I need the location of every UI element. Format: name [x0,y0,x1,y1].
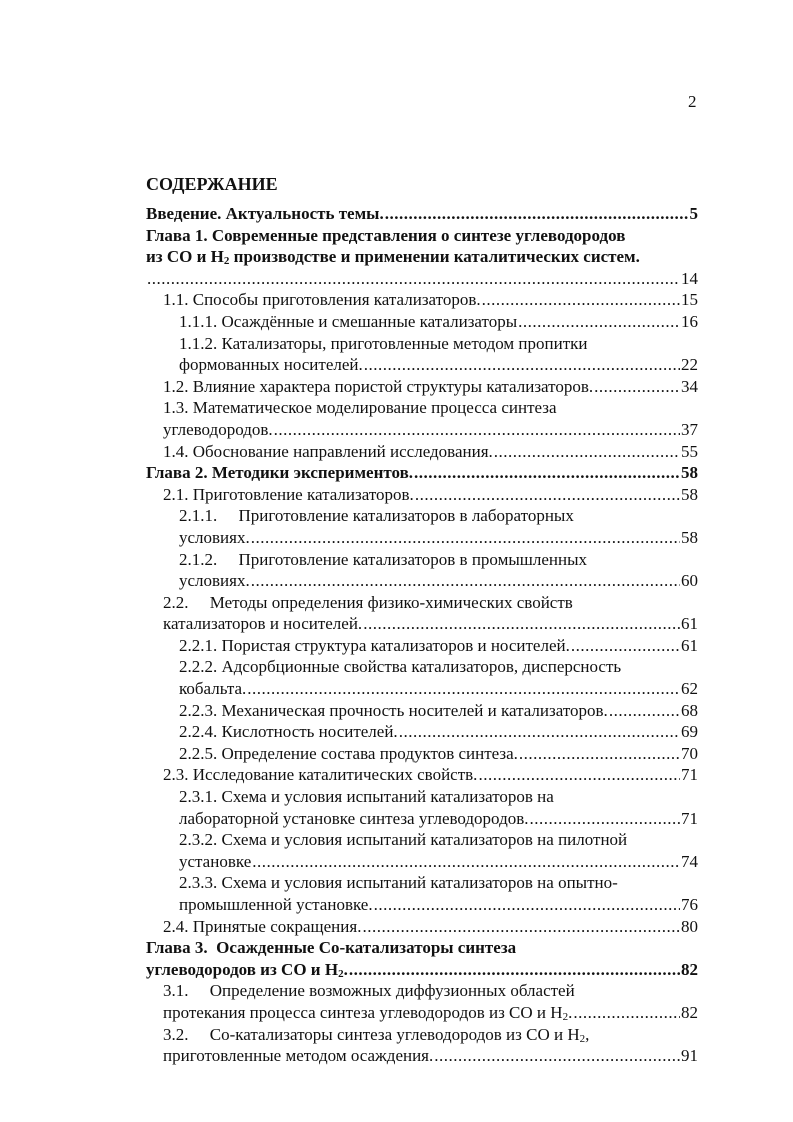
toc-entry-title [163,1002,572,1024]
toc-entry-2-1-1-line-2[interactable] [146,527,698,549]
toc-entry-title: 2.2.3. Механическая прочность носителей и катализаторов. [179,700,608,720]
dot-leader [415,484,680,506]
dot-leader [434,1045,680,1067]
toc-page-number: 82 [681,959,698,979]
toc-entry-title: 1.1. Способы приготовления катализаторов. [163,290,481,310]
toc-entry-title: катализаторов и носителей. [163,614,363,634]
toc-entry-1-3-line-2[interactable] [146,419,698,441]
toc-entry-title: 2.2.4. Кислотность носителей. [179,722,398,742]
toc-entry-2-2-4[interactable] [146,721,698,743]
toc-entry-1-3-line-1[interactable]: 1.3. Математическое моделирование процесса синтеза [163,398,557,418]
toc-page-number: 58 [681,484,698,504]
toc-heading: СОДЕРЖАНИЕ [146,174,278,194]
toc-page-number: 80 [681,916,698,936]
toc-entry-2-2-5[interactable] [146,743,698,765]
dot-leader [478,764,680,786]
toc-entry-2-2-line-2[interactable] [146,613,698,635]
dot-leader [363,613,680,635]
toc-entry-title: Введение. Актуальность темы. [146,204,384,223]
toc-entry-title: 2.4. Принятые сокращения. [163,916,362,936]
dot-leader [609,700,680,722]
toc-entry-title: условиях. [179,527,250,547]
dot-leader [274,419,680,441]
dot-leader [494,441,680,463]
toc-page-number: 70 [681,743,698,763]
toc-entry-2-3-1-line-1[interactable]: 2.3.1. Схема и условия испытаний катализаторов на [179,787,554,807]
toc-page-number: 71 [681,808,698,828]
title-part: . [343,959,348,979]
toc-entry-2-3-2-line-1[interactable]: 2.3.2. Схема и условия испытаний катализаторов на пилотной [179,830,628,850]
toc-entry-2-3[interactable] [146,764,698,786]
dot-leader [247,678,680,700]
toc-entry-3-2-line-1[interactable] [146,1024,698,1046]
toc-page-number: 58 [681,527,698,547]
toc-entry-title: 1.2. Влияние характера пористой структуры катализаторов. [163,376,594,396]
toc-entry-3-1-line-2[interactable] [146,1002,698,1024]
table-of-contents [146,203,698,1067]
subscript: 2 [579,1032,586,1045]
dot-leader [252,851,680,873]
toc-page-number: 22 [681,355,698,375]
toc-page-number: 5 [689,204,698,223]
dot-leader [364,354,680,376]
toc-page-number: 60 [681,571,698,591]
toc-entry-2-2-1[interactable] [146,635,698,657]
dot-leader [414,462,680,484]
dot-leader [399,721,680,743]
toc-page-number: 76 [681,895,698,914]
toc-page-number: 61 [681,614,698,634]
toc-entry-chapter-2[interactable] [146,462,698,484]
toc-entry-title: производстве и применении каталитических систем. [229,247,640,267]
toc-entry-title: кобальта. [179,679,247,699]
toc-entry-chapter-1-line-1[interactable]: Глава 1. Современные представления о синтезе углеводородов [146,225,626,245]
toc-entry-1-4[interactable] [146,441,698,463]
toc-page-number: 74 [681,851,698,871]
toc-entry-2-2-line-1[interactable]: 2.2. Методы определения физико-химических свойств [163,592,573,612]
toc-entry-title: 2.1. Приготовление катализаторов. [163,484,414,504]
page-number: 2 [688,92,697,111]
toc-entry-2-3-1-line-2[interactable] [146,808,698,830]
title-part: . [568,1002,573,1022]
toc-page-number: 61 [681,635,698,655]
toc-entry-chapter-3-line-2[interactable] [146,959,698,981]
toc-entry-2-1[interactable] [146,484,698,506]
dot-leader [518,311,680,333]
toc-page-number: 68 [681,700,698,720]
toc-entry-2-2-2-line-1[interactable]: 2.2.2. Адсорбционные свойства катализаторов, дисперсность [179,657,622,677]
toc-page-number: 58 [681,463,698,483]
toc-page-number: 69 [681,722,698,742]
toc-entry-chapter-1-page[interactable] [146,268,698,290]
dot-leader [571,635,680,657]
toc-entry-intro[interactable] [146,203,698,225]
subscript: 2 [562,1010,569,1023]
toc-entry-title: формованных носителей. [179,355,363,375]
toc-entry-2-1-1-line-1[interactable]: 2.1.1. Приготовление катализаторов в лабораторных [179,506,574,526]
toc-page-number: 71 [681,765,698,785]
title-part: протекания процесса синтеза углеводородов из СО и Н [163,1002,563,1022]
toc-entry-2-2-2-line-2[interactable] [146,678,698,700]
subscript: 2 [338,967,344,980]
toc-entry-title [146,959,348,981]
toc-entry-1-1-2-line-1[interactable]: 1.1.2. Катализаторы, приготовленные методом пропитки [179,333,588,353]
toc-entry-1-2[interactable] [146,376,698,398]
toc-entry-title: углеводородов. [163,419,273,439]
toc-entry-title: 1.1.1. Осаждённые и смешанные катализаторы [179,311,518,331]
toc-entry-2-3-3-line-2[interactable] [146,894,698,916]
toc-page-number: 62 [681,679,698,699]
toc-entry-title: Глава 2. Методики экспериментов. [146,463,414,483]
subscript: 2 [223,255,230,268]
toc-entry-chapter-1-line-2[interactable] [146,246,698,268]
toc-page-number: 16 [681,311,698,331]
toc-entry-title: установке [179,851,252,871]
toc-entry-2-1-2-line-1[interactable]: 2.1.2. Приготовление катализаторов в промышленных [179,549,588,569]
dot-leader [251,527,680,549]
toc-entry-title: лабораторной установке синтеза углеводородов. [179,808,529,828]
dot-leader [573,1002,680,1024]
dot-leader [374,894,680,916]
toc-entry-2-3-2-line-2[interactable] [146,851,698,873]
toc-entry-title: 2.2.1. Пористая структура катализаторов и носителей. [179,635,570,655]
dot-leader [530,808,681,830]
dot-leader [594,376,680,398]
toc-entry-3-2-line-2[interactable] [146,1045,698,1067]
toc-page-number: 91 [681,1046,698,1066]
title-part: 3.2. Со-катализаторы синтеза углеводородов из СО и Н [163,1024,580,1044]
dot-leader [519,743,680,765]
toc-page-number: 37 [681,419,698,439]
dot-leader [482,289,680,311]
toc-entry-2-4[interactable] [146,916,698,938]
toc-page-number: 55 [681,441,698,461]
toc-page-number: 15 [681,290,698,310]
dot-leader [385,203,689,225]
toc-entry-1-1[interactable] [146,289,698,311]
toc-entry-chapter-3-line-1[interactable]: Глава 3. Осажденные Со-катализаторы синтеза [146,938,517,958]
toc-entry-1-1-2-line-2[interactable] [146,354,698,376]
dot-leader [251,570,680,592]
toc-entry-title: промышленной установке. [179,895,373,914]
toc-entry-title: 2.3. Исследование каталитических свойств. [163,765,478,785]
dot-leader [362,916,680,938]
toc-entry-title: из СО и Н [146,247,224,267]
toc-entry-title: приготовленные методом осаждения. [163,1046,434,1066]
title-part: углеводородов из СО и Н [146,959,339,979]
title-part: , [585,1024,590,1044]
toc-entry-title: условиях. [179,571,250,591]
dot-leader [349,959,680,981]
toc-page-number: 82 [681,1002,698,1022]
toc-entry-3-1-line-1[interactable]: 3.1. Определение возможных диффузионных областей [163,981,575,1001]
toc-page-number: 14 [681,268,698,288]
toc-entry-2-1-2-line-2[interactable] [146,570,698,592]
toc-entry-2-2-3[interactable] [146,700,698,722]
toc-entry-1-1-1[interactable] [146,311,698,333]
toc-entry-title: 2.2.5. Определение состава продуктов синтеза. [179,743,518,763]
toc-entry-2-3-3-line-1[interactable]: 2.3.3. Схема и условия испытаний катализаторов на опытно- [179,873,618,893]
toc-page-number: 34 [681,376,698,396]
toc-entry-title: 1.4. Обоснование направлений исследования. [163,441,493,461]
dot-leader [147,268,680,290]
